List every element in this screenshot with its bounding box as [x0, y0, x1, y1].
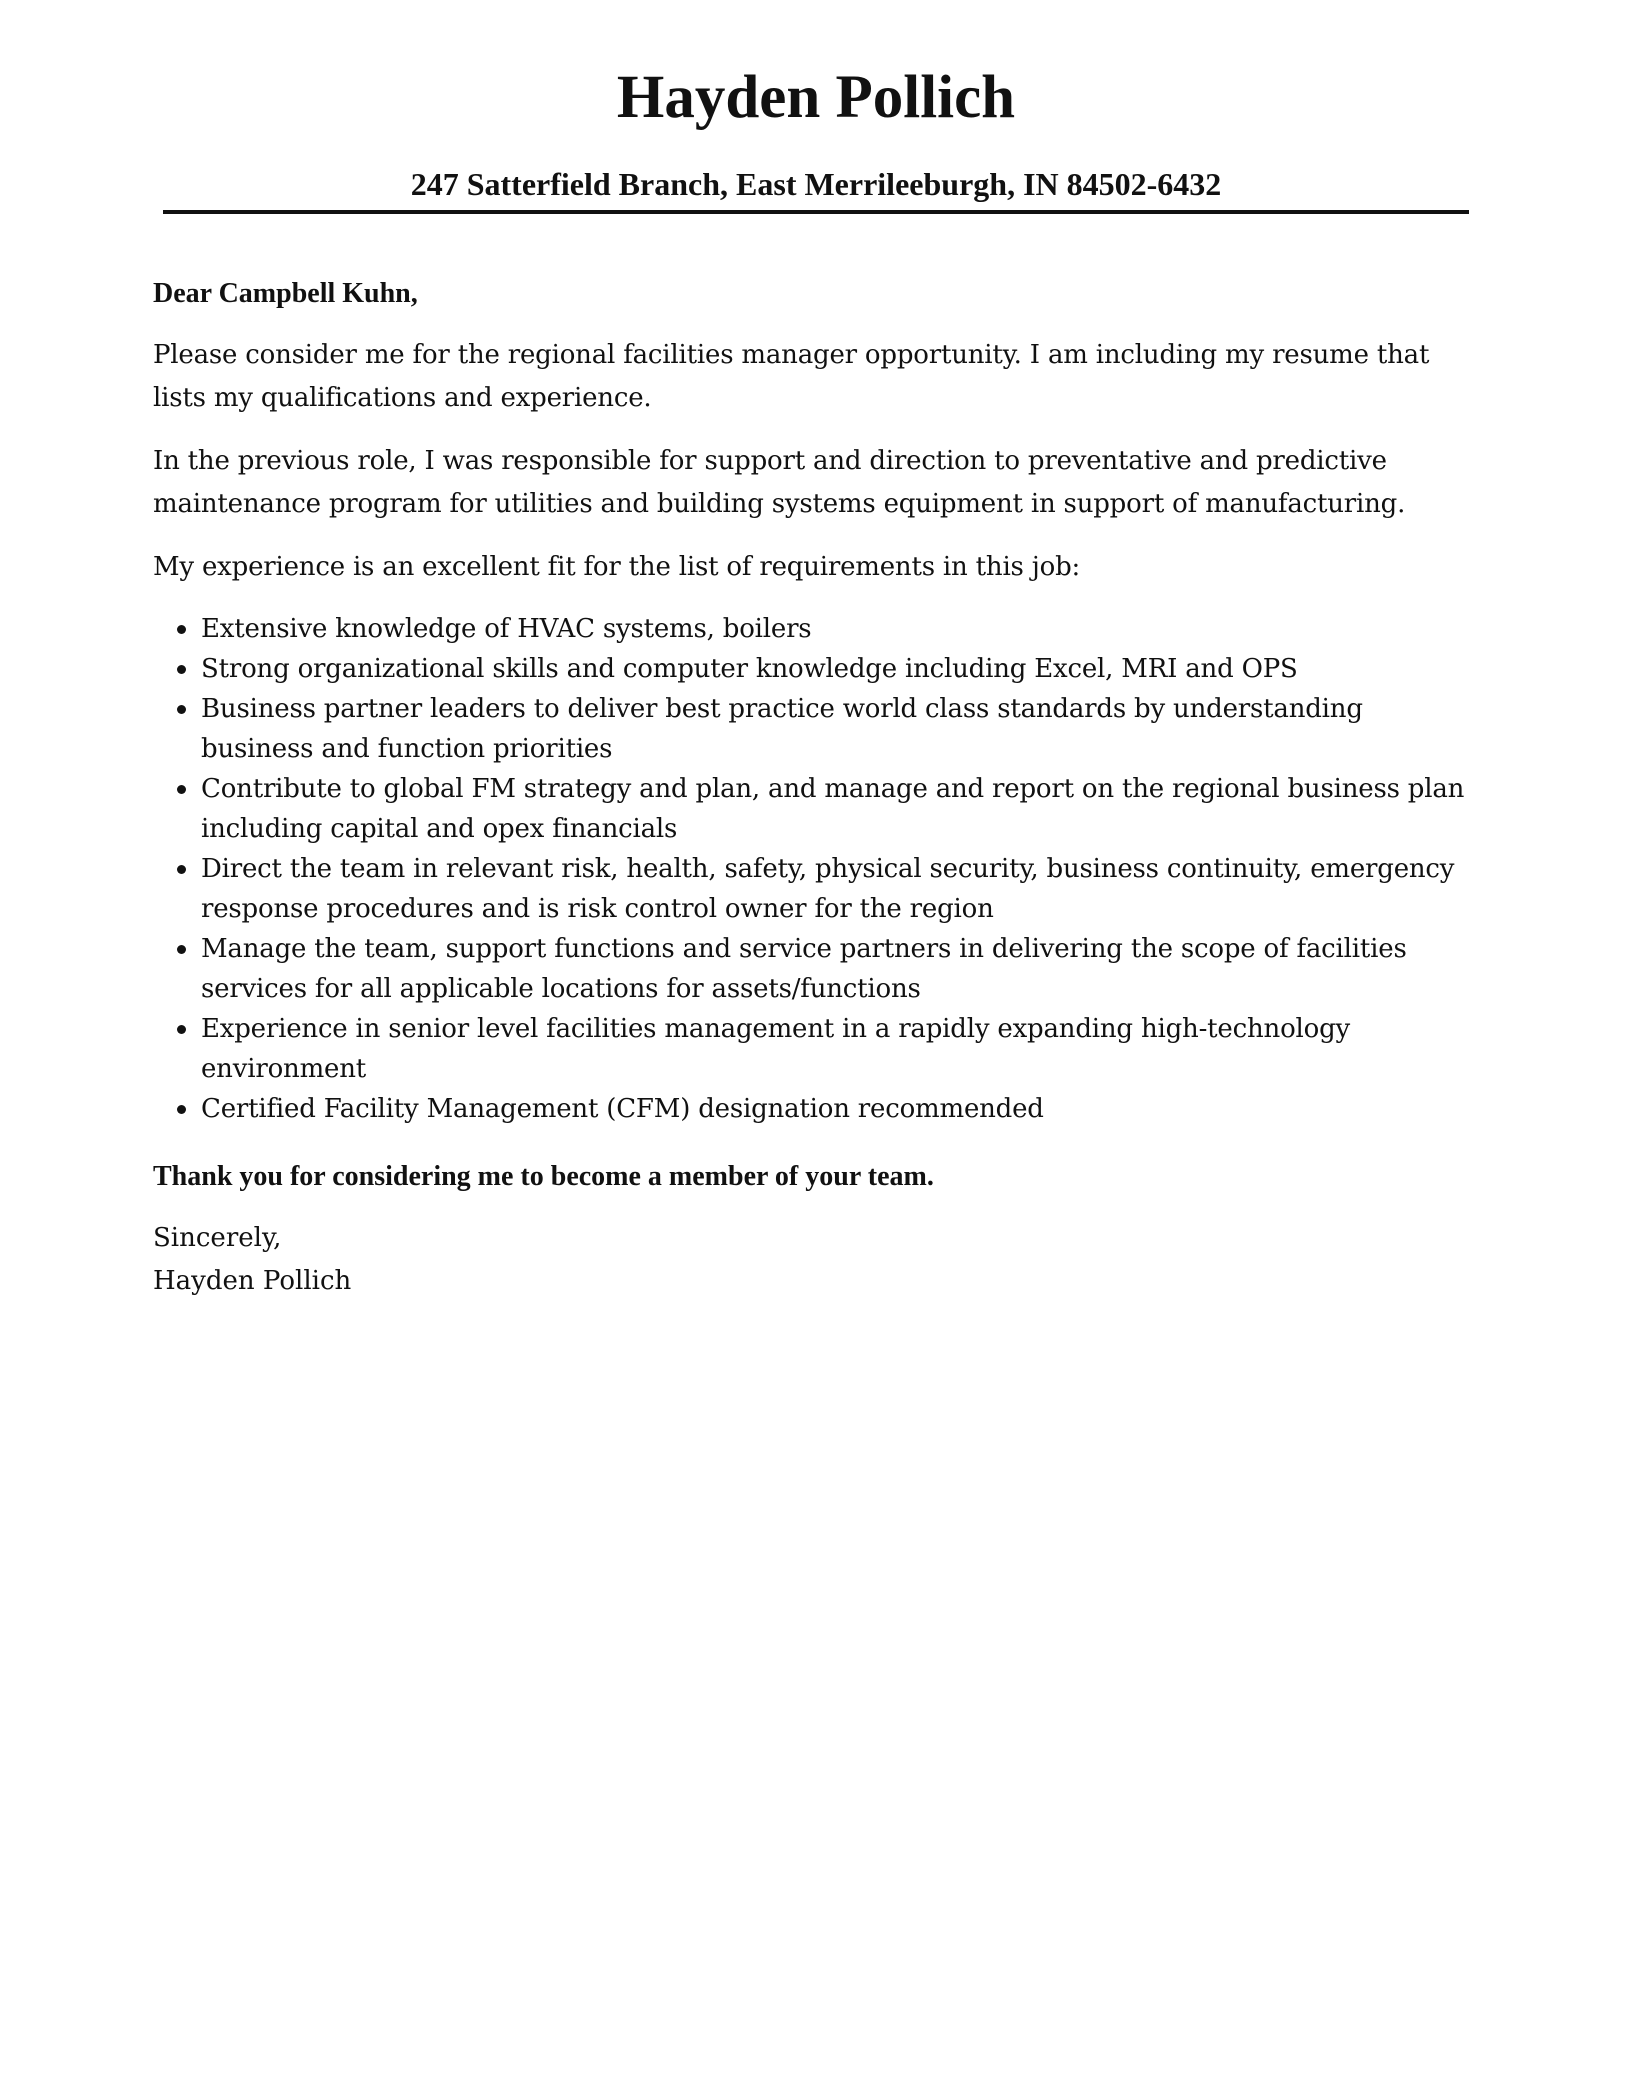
list-item: Extensive knowledge of HVAC systems, boilers: [153, 609, 1483, 649]
list-item: Contribute to global FM strategy and plan, and manage and report on the regional business plan including capital and opex financials: [153, 769, 1483, 849]
signature-name: Hayden Pollich: [153, 1266, 352, 1296]
list-item: Business partner leaders to deliver best practice world class standards by understanding business and function priorities: [153, 689, 1483, 769]
list-item: Strong organizational skills and computer knowledge including Excel, MRI and OPS: [153, 649, 1483, 689]
experience-paragraph: In the previous role, I was responsible for support and direction to preventative and predictive maintenance program for utilities and building systems equipment in support of manufacturing.: [153, 446, 1406, 519]
salutation: Dear Campbell Kuhn,: [153, 278, 418, 309]
signoff-word: Sincerely,: [153, 1223, 282, 1253]
header-divider: [163, 210, 1469, 214]
list-item: Manage the team, support functions and service partners in delivering the scope of facilities services for all applicable locations for assets/functions: [153, 929, 1483, 1009]
signoff: [153, 1217, 1483, 1303]
closing-line: Thank you for considering me to become a member of your team.: [153, 1161, 934, 1192]
intro-paragraph: Please consider me for the regional facilities manager opportunity. I am including my resume that lists my qualifications and experience.: [153, 340, 1430, 413]
letter-body: [153, 272, 1483, 1303]
requirements-list: [153, 609, 1483, 1129]
requirements-lead-paragraph: My experience is an excellent fit for the list of requirements in this job:: [153, 552, 1081, 582]
list-item: Direct the team in relevant risk, health, safety, physical security, business continuity, emergency response procedures and is risk control owner for the region: [153, 849, 1483, 929]
applicant-address: 247 Satterfield Branch, East Merrileeburgh, IN 84502-6432: [410, 166, 1222, 202]
list-item: Certified Facility Management (CFM) designation recommended: [153, 1089, 1483, 1129]
applicant-name: Hayden Pollich: [616, 64, 1016, 131]
list-item: Experience in senior level facilities management in a rapidly expanding high-technology environment: [153, 1009, 1483, 1089]
